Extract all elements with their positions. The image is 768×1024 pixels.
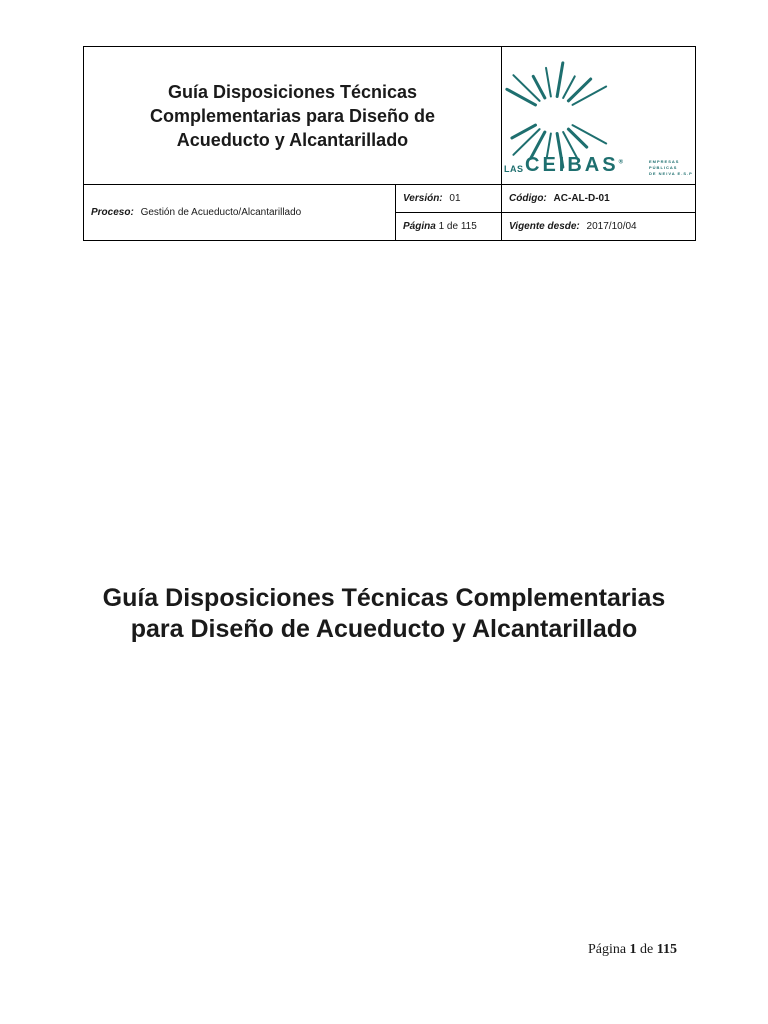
page-footer <box>588 942 677 958</box>
company-logo <box>502 47 696 184</box>
header-title-line-3: Acueducto y Alcantarillado <box>176 129 409 150</box>
header-title-line-1: Guía Disposiciones Técnicas <box>167 81 418 102</box>
logo-ray <box>533 76 545 98</box>
logo-ray <box>557 63 563 97</box>
logo-prefix: LAS <box>504 164 524 174</box>
document-title-line-2: para Diseño de Acueducto y Alcantarillado <box>130 615 638 643</box>
code-label: Código: <box>509 193 547 204</box>
page-value: 1 de 115 <box>438 221 477 232</box>
valid-from-value: 2017/10/04 <box>586 221 637 232</box>
footer-current-page: 1 <box>629 942 637 957</box>
logo-cell <box>502 47 696 185</box>
code-value: AC-AL-D-01 <box>553 193 610 204</box>
code-cell <box>502 185 696 213</box>
logo-registered-mark: ® <box>618 159 626 166</box>
process-label: Proceso: <box>91 207 134 218</box>
version-cell <box>396 185 502 213</box>
valid-from-cell <box>502 213 696 241</box>
header-title-cell <box>84 47 502 185</box>
footer-total-pages: 115 <box>656 942 677 957</box>
document-title-line-1: Guía Disposiciones Técnicas Complementarias <box>102 584 666 612</box>
logo-name <box>525 154 626 177</box>
document-header-table <box>83 46 696 241</box>
logo-ray <box>573 125 607 143</box>
logo-subtitle-line-2: PÚBLICAS <box>649 165 678 170</box>
valid-from-label: Vigente desde: <box>509 221 580 232</box>
version-label: Versión: <box>403 193 443 204</box>
process-value: Gestión de Acueducto/Alcantarillado <box>140 207 302 218</box>
logo-name-text: CEIBAS <box>525 154 619 176</box>
page-label: Página <box>403 221 436 232</box>
version-value: 01 <box>449 193 461 204</box>
logo-ray <box>573 87 607 105</box>
process-cell <box>84 185 396 241</box>
logo-ray <box>546 68 551 97</box>
header-title-line-2: Complementarias para Diseño de <box>149 105 436 126</box>
logo-subtitle-line-3: DE NEIVA E.S.P <box>649 171 693 176</box>
logo-subtitle-line-1: EMPRESAS <box>649 159 680 164</box>
footer-page-label: Página <box>587 942 627 957</box>
footer-separator: de <box>640 942 654 957</box>
page-cell <box>396 213 502 241</box>
document-title <box>0 583 768 645</box>
